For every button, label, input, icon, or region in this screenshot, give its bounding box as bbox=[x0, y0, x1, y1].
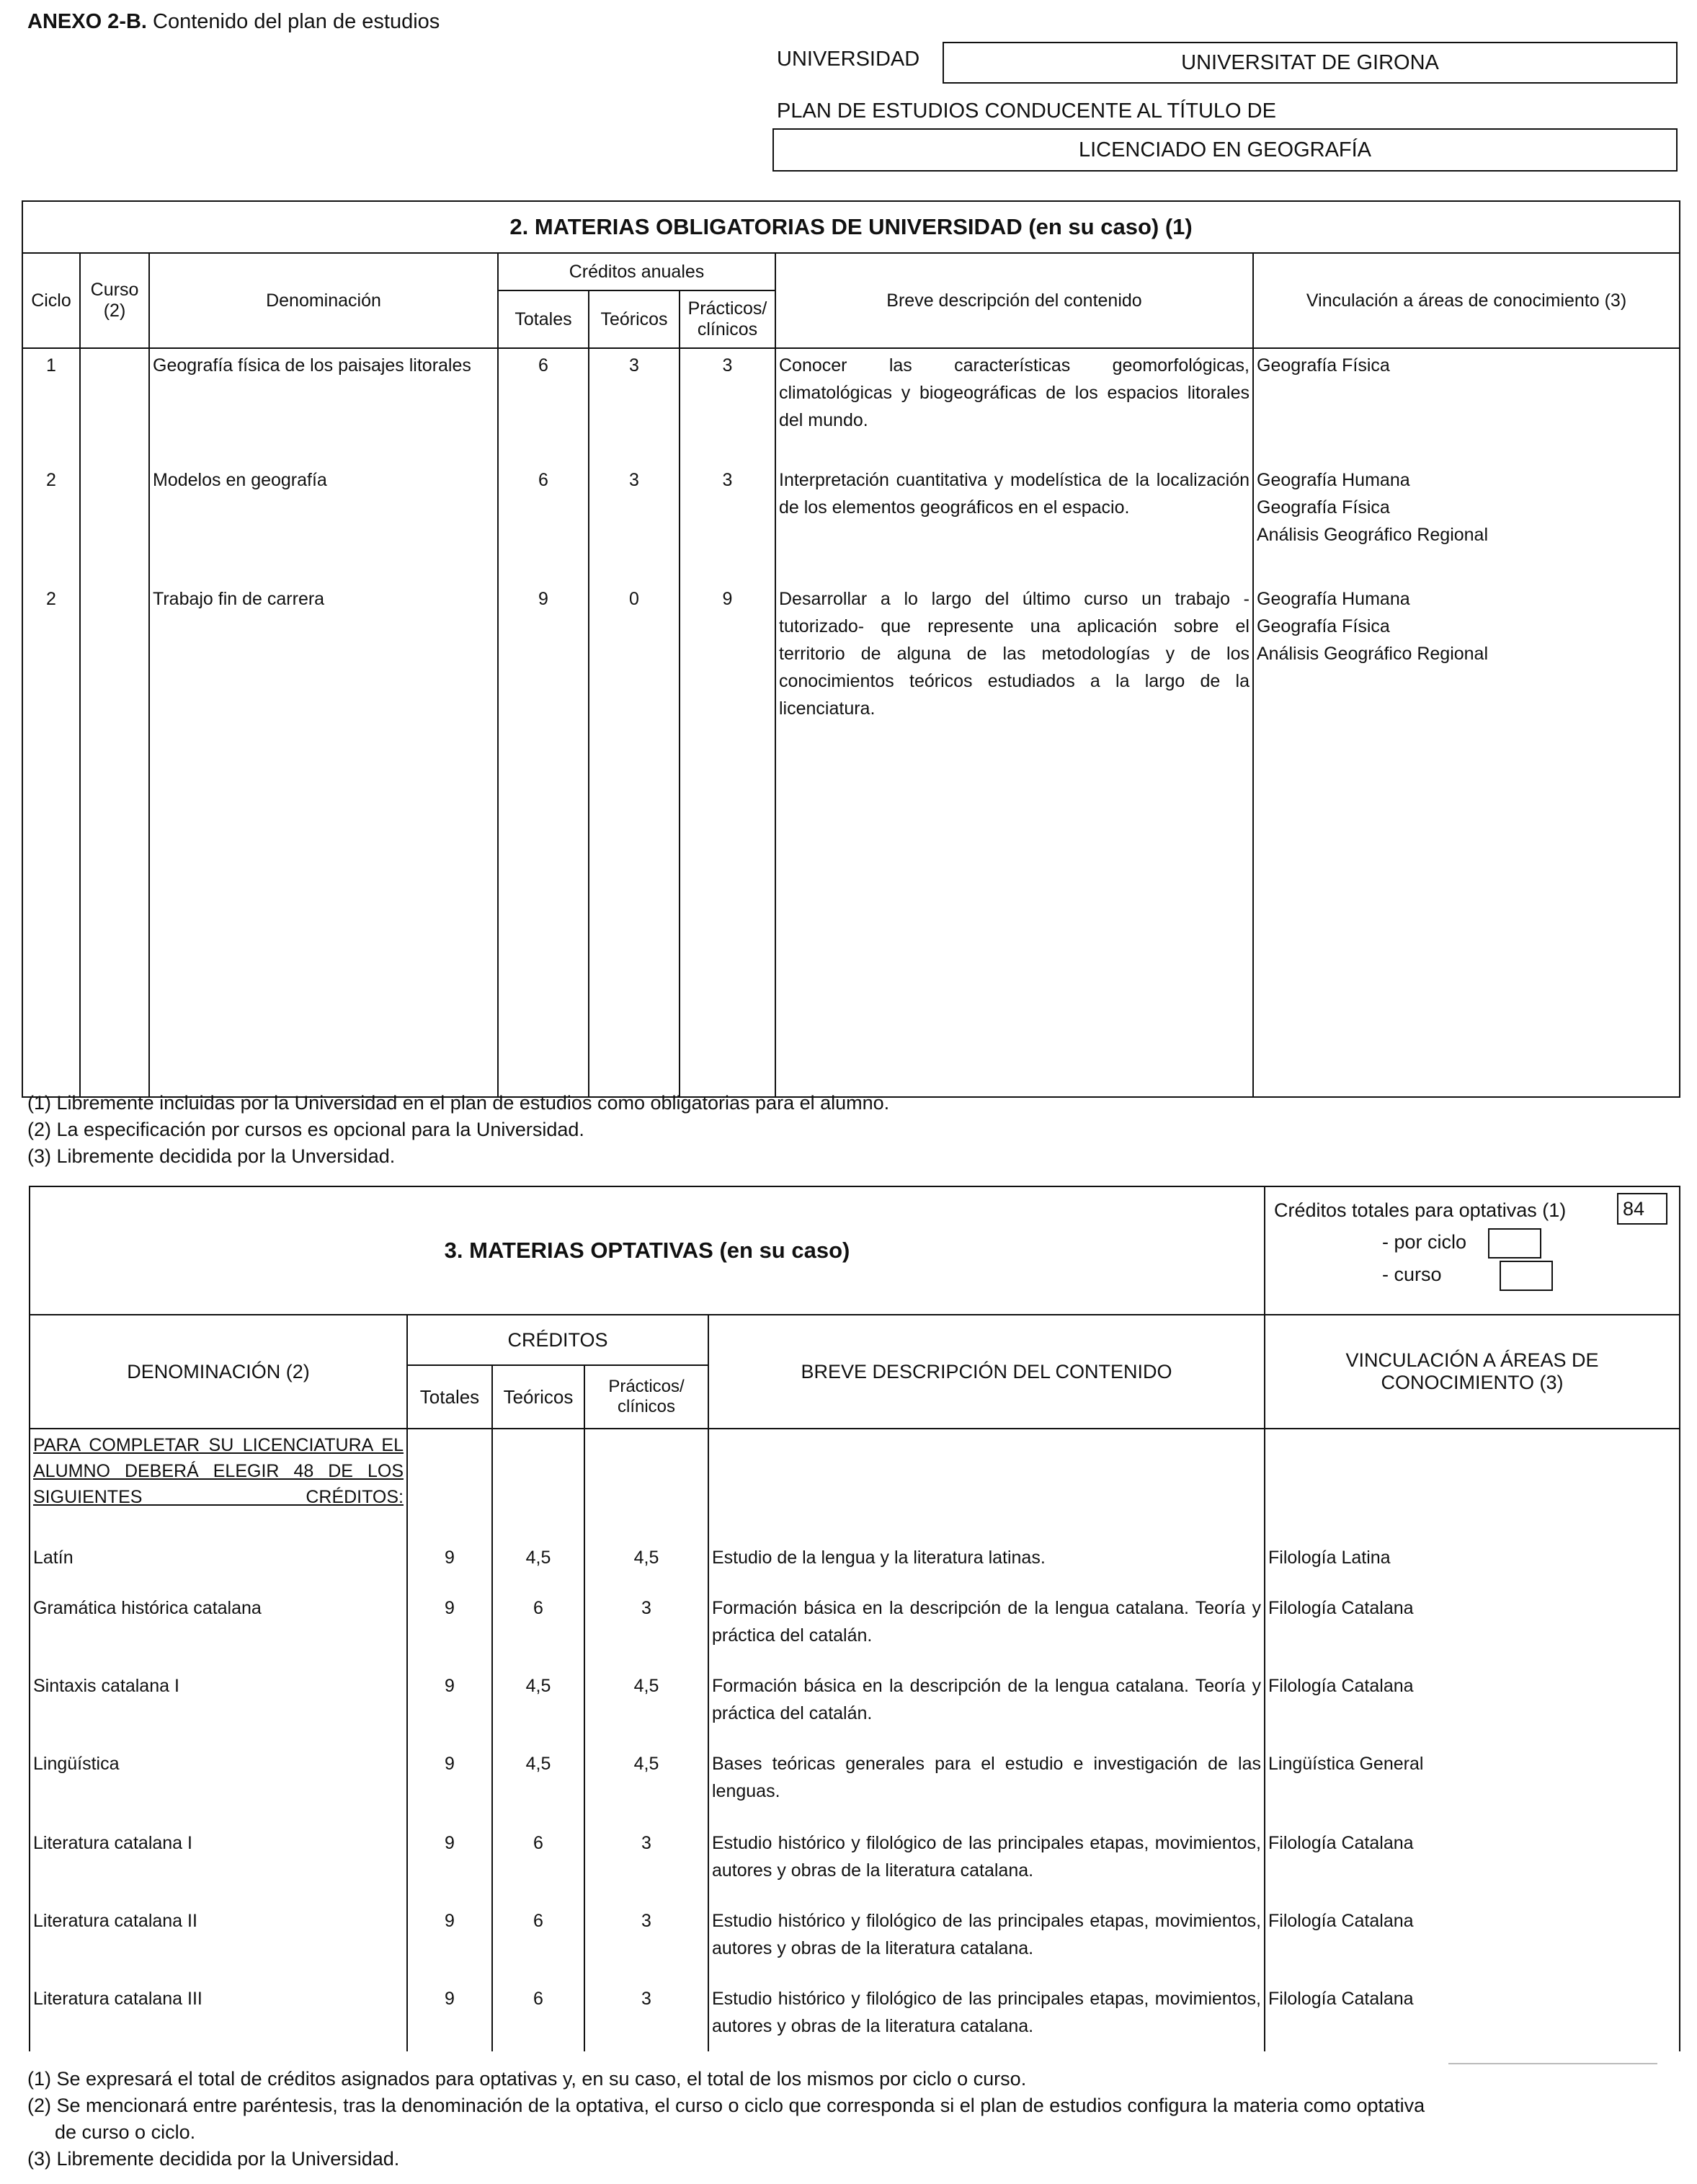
plan-label: PLAN DE ESTUDIOS CONDUCENTE AL TÍTULO DE bbox=[777, 99, 1276, 123]
header-practicos: Prácticos/ clínicos bbox=[584, 1365, 708, 1429]
cell-ciclo: 2 bbox=[22, 463, 80, 582]
header-totales: Totales bbox=[498, 290, 589, 348]
obligatorias-table bbox=[22, 200, 1680, 1098]
cell-totales: 9 bbox=[407, 1541, 492, 1592]
cell-descripcion: Desarrollar a lo largo del último curso un trabajo -tutorizado- que represente una aplicación sobre el territorio de alguna de las metodologías y de los conocimientos teóricos estudiados a la largo de la licenciatura. bbox=[775, 582, 1253, 1097]
cell-totales: 9 bbox=[407, 1982, 492, 2051]
footnote: (3) Libremente decidida por la Universidad. bbox=[27, 2148, 400, 2170]
cell-denominacion: Literatura catalana I bbox=[30, 1826, 407, 1904]
cell-practicos: 4,5 bbox=[584, 1669, 708, 1747]
footnote: (2) La especificación por cursos es opcional para la Universidad. bbox=[27, 1119, 584, 1140]
table-row bbox=[30, 1982, 1680, 2051]
cell-descripcion: Formación básica en la descripción de la lengua catalana. Teoría y práctica del catalán. bbox=[708, 1592, 1265, 1669]
header-teoricos: Teóricos bbox=[589, 290, 680, 348]
cell-practicos: 4,5 bbox=[584, 1541, 708, 1592]
table-row bbox=[30, 1904, 1680, 1982]
table-row bbox=[22, 582, 1680, 1097]
table-row bbox=[30, 1669, 1680, 1747]
footnote: (1) Libremente incluidas por la Universidad en el plan de estudios como obligatorias para el alumno. bbox=[27, 1092, 890, 1114]
cell-totales: 9 bbox=[407, 1592, 492, 1669]
header-ciclo: Ciclo bbox=[22, 253, 80, 348]
cell-vinculacion: Filología Catalana bbox=[1265, 1982, 1680, 2051]
header-teoricos: Teóricos bbox=[492, 1365, 584, 1429]
cell-teoricos: 4,5 bbox=[492, 1541, 584, 1592]
cell-practicos: 3 bbox=[680, 463, 775, 582]
cell-practicos: 3 bbox=[584, 1592, 708, 1669]
cell-totales: 9 bbox=[498, 582, 589, 1097]
cell-practicos: 4,5 bbox=[584, 1747, 708, 1826]
cell-denominacion: Sintaxis catalana I bbox=[30, 1669, 407, 1747]
section3-title: 3. MATERIAS OPTATIVAS (en su caso) bbox=[30, 1186, 1265, 1315]
cell-vinculacion: Filología Catalana bbox=[1265, 1592, 1680, 1669]
header-descripcion: Breve descripción del contenido bbox=[775, 253, 1253, 348]
header-descripcion: BREVE DESCRIPCIÓN DEL CONTENIDO bbox=[708, 1315, 1265, 1429]
cell-totales: 6 bbox=[498, 463, 589, 582]
cell-totales: 9 bbox=[407, 1669, 492, 1747]
creditos-totales-panel bbox=[1265, 1186, 1680, 1315]
por-ciclo-field bbox=[1488, 1228, 1541, 1259]
cell-denominacion: Latín bbox=[30, 1541, 407, 1592]
annex-heading bbox=[27, 10, 440, 34]
annex-label: ANEXO 2-B. bbox=[27, 10, 147, 33]
cell-curso bbox=[80, 463, 149, 582]
optativas-table bbox=[29, 1186, 1680, 2051]
footnote: (1) Se expresará el total de créditos asignados para optativas y, en su caso, el total de los mismos por ciclo o curso. bbox=[27, 2068, 1027, 2090]
table-row bbox=[22, 463, 1680, 582]
cell-totales: 9 bbox=[407, 1904, 492, 1982]
cell-denominacion: Gramática histórica catalana bbox=[30, 1592, 407, 1669]
cell-ciclo: 2 bbox=[22, 582, 80, 1097]
header-curso: Curso (2) bbox=[80, 253, 149, 348]
cell-denominacion: Modelos en geografía bbox=[149, 463, 498, 582]
scan-artifact bbox=[1448, 2063, 1657, 2064]
section2-notes bbox=[27, 1090, 889, 1170]
area-item: Análisis Geográfico Regional bbox=[1257, 644, 1489, 664]
titulo-field: LICENCIADO EN GEOGRAFÍA bbox=[772, 128, 1678, 172]
footnote: (2) Se mencionará entre paréntesis, tras la denominación de la optativa, el curso o ciclo que corresponda si el plan de estudios configura la materia como optativa bbox=[27, 2095, 1425, 2116]
area-item: Geografía Física bbox=[1257, 355, 1390, 376]
cell-practicos: 3 bbox=[584, 1826, 708, 1904]
area-item: Geografía Humana bbox=[1257, 470, 1410, 490]
area-item: Geografía Física bbox=[1257, 616, 1390, 636]
header-vinculacion: Vinculación a áreas de conocimiento (3) bbox=[1253, 253, 1680, 348]
area-item: Análisis Geográfico Regional bbox=[1257, 525, 1489, 545]
cell-totales: 9 bbox=[407, 1826, 492, 1904]
table-row bbox=[30, 1592, 1680, 1669]
cell-denominacion: Lingüística bbox=[30, 1747, 407, 1826]
header-denominacion: DENOMINACIÓN (2) bbox=[30, 1315, 407, 1429]
cell-practicos: 3 bbox=[584, 1904, 708, 1982]
cell-teoricos: 4,5 bbox=[492, 1747, 584, 1826]
cell-vinculacion bbox=[1253, 582, 1680, 1097]
cell-practicos: 3 bbox=[680, 348, 775, 463]
cell-vinculacion bbox=[1253, 348, 1680, 463]
cell-teoricos: 6 bbox=[492, 1826, 584, 1904]
instruction-text: PARA COMPLETAR SU LICENCIATURA EL ALUMNO DEBERÁ ELEGIR 48 DE LOS SIGUIENTES CRÉDITOS: bbox=[30, 1429, 407, 1541]
cell-teoricos: 6 bbox=[492, 1592, 584, 1669]
cell-teoricos: 3 bbox=[589, 463, 680, 582]
cell-totales: 9 bbox=[407, 1747, 492, 1826]
cell-vinculacion: Filología Catalana bbox=[1265, 1669, 1680, 1747]
cell-vinculacion: Filología Catalana bbox=[1265, 1826, 1680, 1904]
header-denominacion: Denominación bbox=[149, 253, 498, 348]
header-creditos: CRÉDITOS bbox=[407, 1315, 708, 1365]
footnote: de curso o ciclo. bbox=[55, 2121, 196, 2143]
cell-totales: 6 bbox=[498, 348, 589, 463]
header-vinculacion: VINCULACIÓN A ÁREAS DE CONOCIMIENTO (3) bbox=[1265, 1315, 1680, 1429]
curso-label: - curso bbox=[1382, 1263, 1442, 1285]
cell-descripcion: Estudio histórico y filológico de las principales etapas, movimientos, autores y obras de la literatura catalana. bbox=[708, 1826, 1265, 1904]
cell-descripcion: Estudio de la lengua y la literatura latinas. bbox=[708, 1541, 1265, 1592]
cell-practicos: 3 bbox=[584, 1982, 708, 2051]
table-row bbox=[30, 1541, 1680, 1592]
cell-teoricos: 4,5 bbox=[492, 1669, 584, 1747]
cell-ciclo: 1 bbox=[22, 348, 80, 463]
cell-practicos: 9 bbox=[680, 582, 775, 1097]
creditos-totales-label: Créditos totales para optativas (1) bbox=[1274, 1199, 1567, 1221]
cell-descripcion: Bases teóricas generales para el estudio e investigación de las lenguas. bbox=[708, 1747, 1265, 1826]
cell-teoricos: 0 bbox=[589, 582, 680, 1097]
cell-vinculacion: Lingüística General bbox=[1265, 1747, 1680, 1826]
por-ciclo-label: - por ciclo bbox=[1382, 1231, 1467, 1253]
header-practicos: Prácticos/ clínicos bbox=[680, 290, 775, 348]
cell-teoricos: 6 bbox=[492, 1982, 584, 2051]
cell-denominacion: Trabajo fin de carrera bbox=[149, 582, 498, 1097]
universidad-field: UNIVERSITAT DE GIRONA bbox=[943, 42, 1678, 84]
cell-descripcion: Formación básica en la descripción de la lengua catalana. Teoría y práctica del catalán. bbox=[708, 1669, 1265, 1747]
table-row bbox=[22, 348, 1680, 463]
creditos-totales-value: 84 bbox=[1617, 1193, 1667, 1225]
area-item: Geografía Física bbox=[1257, 497, 1390, 518]
cell-denominacion: Literatura catalana II bbox=[30, 1904, 407, 1982]
curso-field bbox=[1500, 1261, 1553, 1291]
annex-description: Contenido del plan de estudios bbox=[153, 10, 440, 33]
cell-denominacion: Geografía física de los paisajes litorales bbox=[149, 348, 498, 463]
section2-title: 2. MATERIAS OBLIGATORIAS DE UNIVERSIDAD (en su caso) (1) bbox=[22, 201, 1680, 253]
universidad-label: UNIVERSIDAD bbox=[777, 48, 920, 71]
header-totales: Totales bbox=[407, 1365, 492, 1429]
area-item: Geografía Humana bbox=[1257, 589, 1410, 609]
cell-curso bbox=[80, 348, 149, 463]
cell-vinculacion: Filología Catalana bbox=[1265, 1904, 1680, 1982]
cell-denominacion: Literatura catalana III bbox=[30, 1982, 407, 2051]
cell-teoricos: 3 bbox=[589, 348, 680, 463]
table-row bbox=[30, 1826, 1680, 1904]
cell-descripcion: Estudio histórico y filológico de las principales etapas, movimientos, autores y obras de la literatura catalana. bbox=[708, 1982, 1265, 2051]
cell-descripcion: Estudio histórico y filológico de las principales etapas, movimientos, autores y obras de la literatura catalana. bbox=[708, 1904, 1265, 1982]
cell-vinculacion bbox=[1253, 463, 1680, 582]
table-row bbox=[30, 1747, 1680, 1826]
cell-teoricos: 6 bbox=[492, 1904, 584, 1982]
cell-curso bbox=[80, 582, 149, 1097]
cell-descripcion: Interpretación cuantitativa y modelística de la localización de los elementos geográficos en el espacio. bbox=[775, 463, 1253, 582]
cell-vinculacion: Filología Latina bbox=[1265, 1541, 1680, 1592]
header-creditos: Créditos anuales bbox=[498, 253, 775, 290]
section3-notes bbox=[27, 2066, 1425, 2172]
footnote: (3) Libremente decidida por la Unversidad. bbox=[27, 1145, 396, 1167]
cell-descripcion: Conocer las características geomorfológicas, climatológicas y biogeográficas de los espacios litorales del mundo. bbox=[775, 348, 1253, 463]
